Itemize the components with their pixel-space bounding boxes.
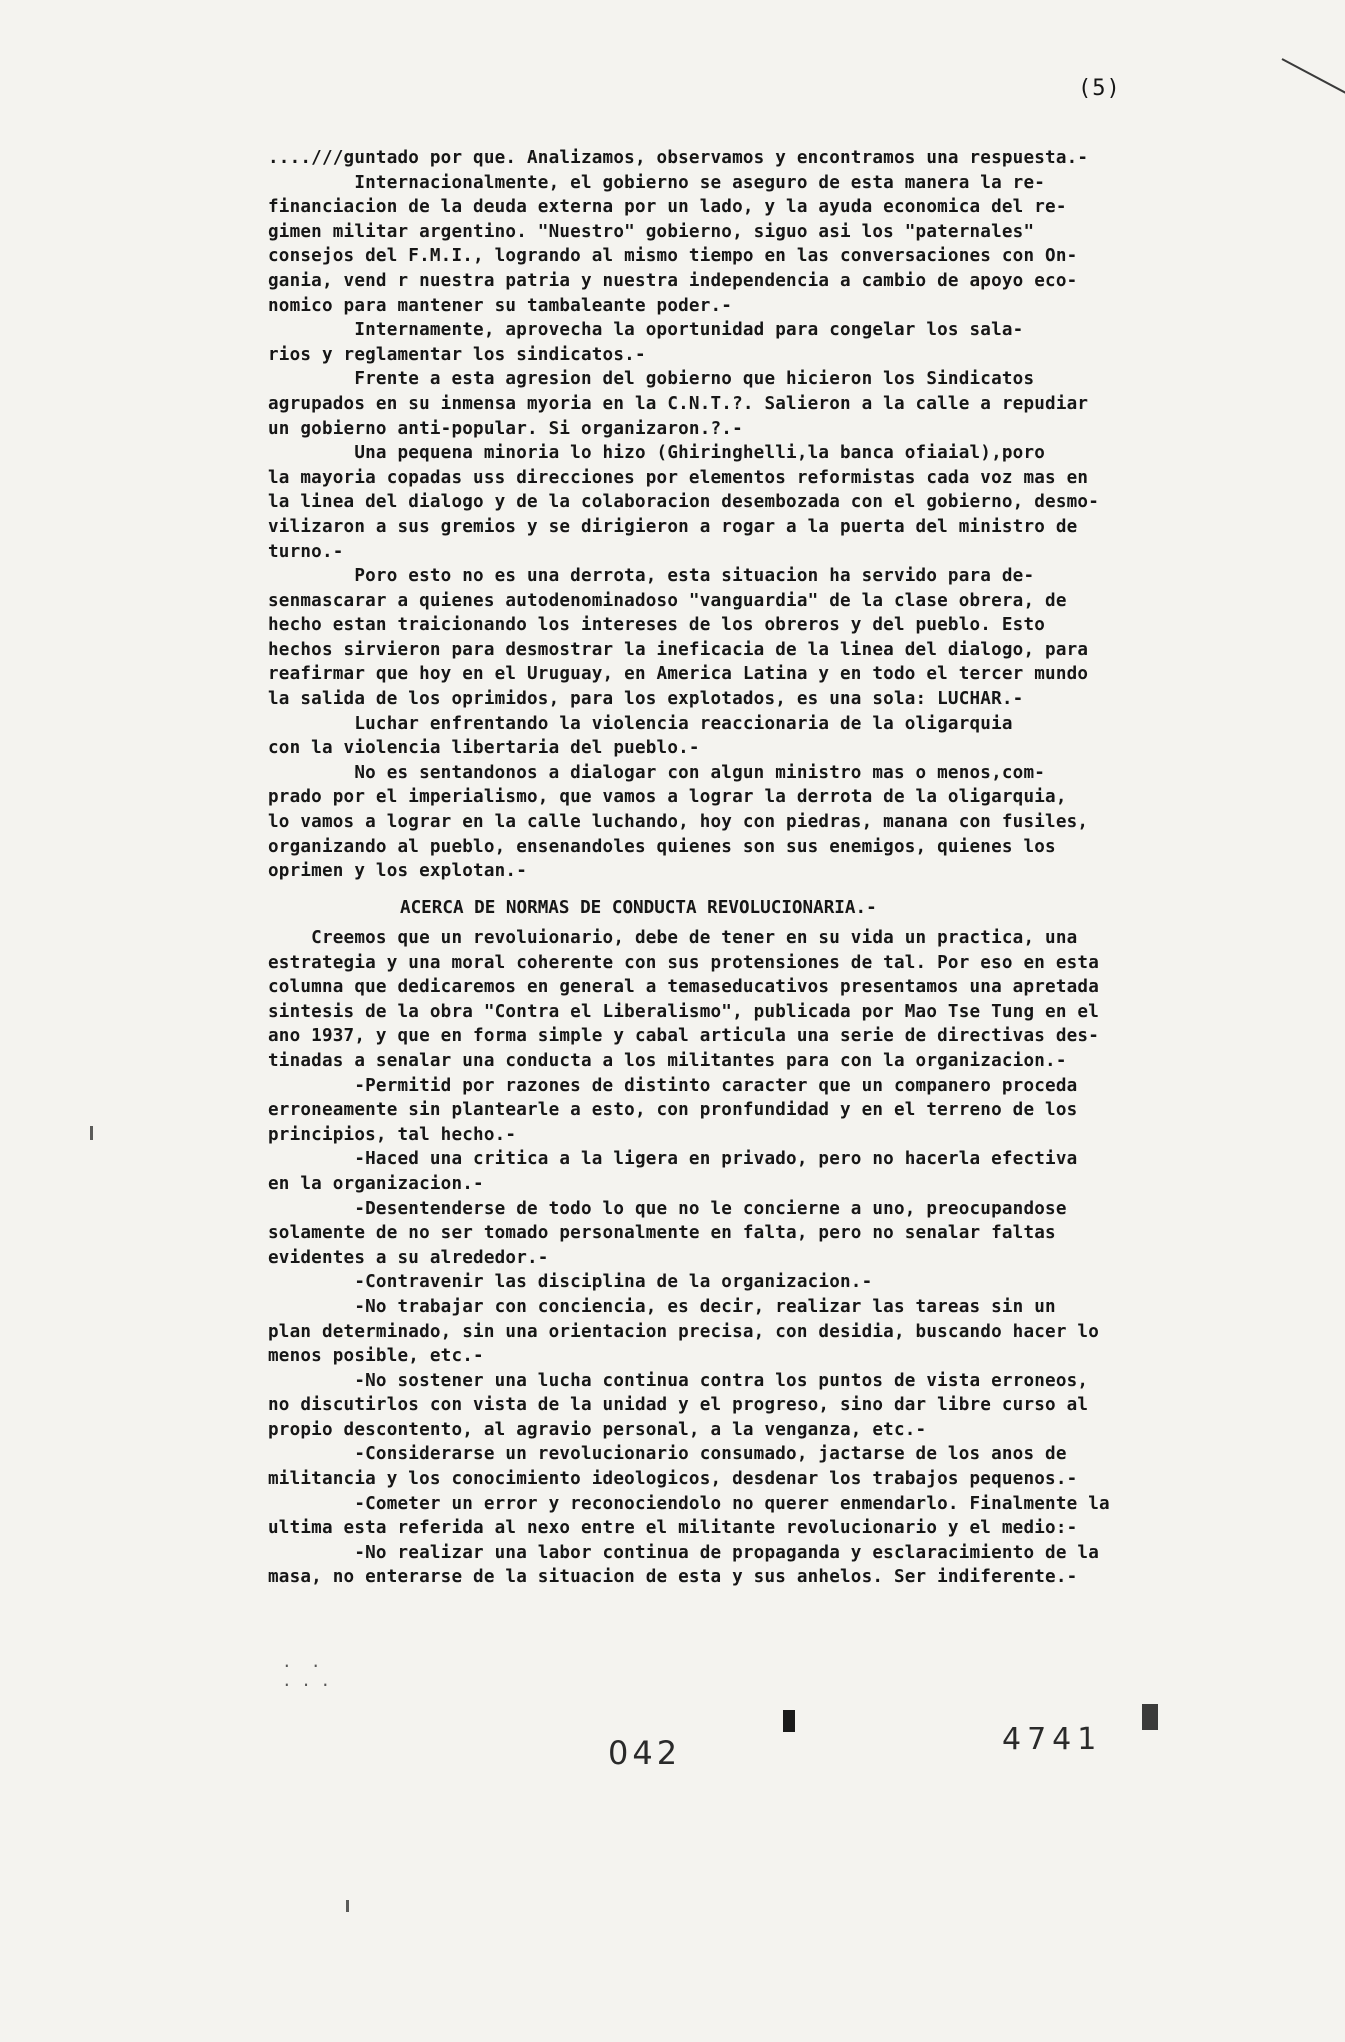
norm-item-line: -Permitid por razones de distinto caracter que un companero proceda <box>268 1075 1078 1096</box>
norm-item-line: -No realizar una labor continua de propaganda y esclaracimiento de la <box>268 1542 1100 1563</box>
footer-archive-number-left: 042 <box>608 1734 682 1772</box>
margin-mark <box>346 1900 349 1912</box>
text-line: Poro esto no es una derrota, esta situacion ha servido para de- <box>268 566 1035 587</box>
text-line: turno.- <box>268 541 344 562</box>
text-line: la mayoria copadas uss direcciones por elementos reformistas cada voz mas en <box>268 467 1089 488</box>
text-line: oprimen y los explotan.- <box>268 861 528 882</box>
text-line: senmascarar a quienes autodenominadoso "vanguardia" de la clase obrera, de <box>268 590 1067 611</box>
norm-item-line: -No trabajar con conciencia, es decir, realizar las tareas sin un <box>268 1296 1056 1317</box>
text-line: reafirmar que hoy en el Uruguay, en America Latina y en todo el tercer mundo <box>268 664 1089 685</box>
text-line: plan determinado, sin una orientacion precisa, con desidia, buscando hacer lo <box>268 1321 1100 1342</box>
text-line: principios, tal hecho.- <box>268 1124 517 1145</box>
norm-item-line: -Desentenderse de todo lo que no le concierne a uno, preocupandose <box>268 1198 1067 1219</box>
text-line: vilizaron a sus gremios y se dirigieron a rogar a la puerta del ministro de <box>268 516 1078 537</box>
text-line: la linea del dialogo y de la colaboracion desembozada con el gobierno, desmo- <box>268 492 1100 513</box>
norm-item-line: -No sostener una lucha continua contra los puntos de vista erroneos, <box>268 1370 1089 1391</box>
norm-item-line: -Contravenir las disciplina de la organizacion.- <box>268 1272 873 1293</box>
text-line: No es sentandonos a dialogar con algun ministro mas o menos,com- <box>268 762 1046 783</box>
text-line: Creemos que un revoluionario, debe de tener en su vida un practica, una <box>268 928 1078 948</box>
text-line: la salida de los oprimidos, para los explotados, es una sola: LUCHAR.- <box>268 689 1024 710</box>
body-text-intro <box>268 146 1228 884</box>
text-line: financiacion de la deuda externa por un lado, y la ayuda economica del re- <box>268 197 1067 218</box>
text-line: gimen militar argentino. "Nuestro" gobierno, siguo asi los "paternales" <box>268 221 1035 242</box>
stray-dots: . . . . . <box>282 1652 331 1690</box>
footer-archive-number-right: 4741 <box>1002 1722 1103 1757</box>
text-line: no discutirlos con vista de la unidad y el progreso, sino dar libre curso al <box>268 1395 1089 1416</box>
text-line: solamente de no ser tomado personalmente en falta, pero no senalar faltas <box>268 1223 1056 1244</box>
text-line: Frente a esta agresion del gobierno que hicieron los Sindicatos <box>268 369 1035 390</box>
text-line: militancia y los conocimiento ideologicos, desdenar los trabajos pequenos.- <box>268 1469 1078 1490</box>
text-line: con la violencia libertaria del pueblo.- <box>268 738 700 759</box>
text-line: Una pequena minoria lo hizo (Ghiringhelli,la banca ofiaial),poro <box>268 443 1046 464</box>
text-line: organizando al pueblo, ensenandoles quienes son sus enemigos, quienes los <box>268 836 1056 857</box>
text-line: prado por el imperialismo, que vamos a lograr la derrota de la oligarquia, <box>268 787 1067 808</box>
text-line: nomico para mantener su tambaleante poder.- <box>268 295 733 316</box>
text-line: rios y reglamentar los sindicatos.- <box>268 344 646 365</box>
margin-mark <box>90 1126 93 1140</box>
text-line: ano 1937, y que en forma simple y cabal articula una serie de directivas des- <box>268 1026 1100 1047</box>
text-line: evidentes a su alrededor.- <box>268 1247 549 1268</box>
text-line: un gobierno anti-popular. Si organizaron.?.- <box>268 418 743 439</box>
norm-item-line: -Considerarse un revolucionario consumado, jactarse de los anos de <box>268 1444 1067 1465</box>
text-line: lo vamos a lograr en la calle luchando, hoy con piedras, manana con fusiles, <box>268 812 1089 833</box>
text-line: agrupados en su inmensa myoria en la C.N.T.?. Salieron a la calle a repudiar <box>268 393 1089 414</box>
text-line: masa, no enterarse de la situacion de esta y sus anhelos. Ser indiferente.- <box>268 1567 1078 1588</box>
page-number: (5) <box>1078 76 1121 101</box>
ink-blot-mark <box>1142 1704 1158 1730</box>
text-line: propio descontento, al agravio personal, a la venganza, etc.- <box>268 1419 927 1440</box>
section-heading: ACERCA DE NORMAS DE CONDUCTA REVOLUCIONARIA.- <box>400 898 877 918</box>
text-line: Internacionalmente, el gobierno se aseguro de esta manera la re- <box>268 172 1046 193</box>
body-text-norms <box>268 926 1228 1590</box>
text-line: gania, vend r nuestra patria y nuestra independencia a cambio de apoyo eco- <box>268 270 1078 291</box>
text-line: Internamente, aprovecha la oportunidad para congelar los sala- <box>268 320 1024 341</box>
text-line: ultima esta referida al nexo entre el militante revolucionario y el medio:- <box>268 1518 1078 1539</box>
text-line: menos posible, etc.- <box>268 1346 484 1367</box>
corner-mark <box>1282 58 1345 97</box>
text-line: estrategia y una moral coherente con sus protensiones de tal. Por eso en esta <box>268 952 1100 973</box>
text-line: tinadas a senalar una conducta a los militantes para con la organizacion.- <box>268 1050 1067 1071</box>
norm-item-line: -Cometer un error y reconociendolo no querer enmendarlo. Finalmente la <box>268 1493 1110 1514</box>
ink-blot-mark <box>783 1710 795 1732</box>
norm-item-line: -Haced una critica a la ligera en privado, pero no hacerla efectiva <box>268 1149 1078 1170</box>
text-line: en la organizacion.- <box>268 1173 484 1194</box>
text-line: hechos sirvieron para desmostrar la ineficacia de la linea del dialogo, para <box>268 639 1089 660</box>
text-line: ....///guntado por que. Analizamos, observamos y encontramos una respuesta.- <box>268 148 1089 168</box>
text-line: erroneamente sin plantearle a esto, con pronfundidad y en el terreno de los <box>268 1100 1078 1121</box>
text-line: hecho estan traicionando los intereses de los obreros y del pueblo. Esto <box>268 615 1046 636</box>
text-line: sintesis de la obra "Contra el Liberalismo", publicada por Mao Tse Tung en el <box>268 1001 1100 1022</box>
text-line: columna que dedicaremos en general a temaseducativos presentamos una apretada <box>268 977 1100 998</box>
text-line: Luchar enfrentando la violencia reaccionaria de la oligarquia <box>268 713 1013 734</box>
text-line: consejos del F.M.I., logrando al mismo tiempo en las conversaciones con On- <box>268 246 1078 267</box>
